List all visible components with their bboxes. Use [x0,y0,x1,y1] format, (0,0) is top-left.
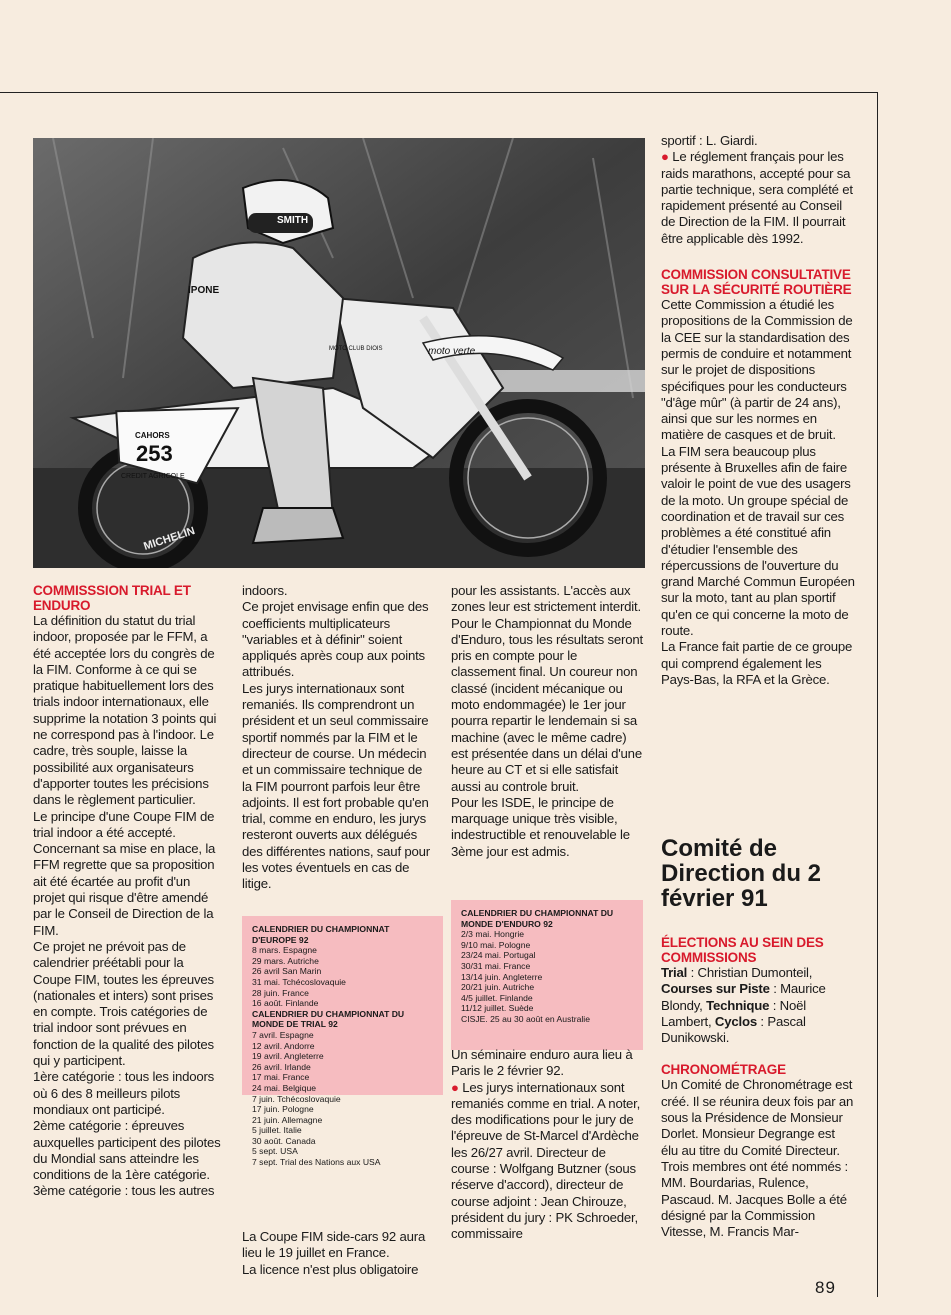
column-4 [661,133,855,688]
calendar-heading-enduro: CALENDRIER DU CHAMPIONNAT DU MONDE D'ENDURO 92 [461,908,614,929]
label-piste: Courses sur Piste [661,981,770,997]
heading-chronometrage: CHRONOMÉTRAGE [661,1062,786,1078]
section-title: Comité de Direction du 2 février 91 [661,835,822,912]
frame-right-rule [877,92,878,1297]
paragraph: indoors. [242,583,288,598]
paragraph: La définition du statut du trial indoor, proposée par le FFM, a été acceptée lors du congrès de la FIM. Conforme à ce qui se pratique habituellement lors des trials indoor internationaux, elle supprime la notation 3 points qui ne correspond pas à l'indoor. Le cadre, très souple, laisse la possibilité aux organisateurs d'apporter toutes les précisions dans le règlement particulier. [33,613,217,808]
paragraph-text: Les jurys internationaux sont remaniés comme en trial. A noter, des modifications pour le jury de l'épreuve de St-Marcel d'Ardèche les 26/27 avril. Directeur de course : Wolfgang Butzner (sous réserve d'accord), directeur de course adjoint : Jean Chirouze, président du jury : PK Schroeder, commissaire [451,1079,641,1242]
photo-tank-text: MOTO CLUB DIOIS [329,346,383,352]
paragraph: 1ère catégorie : tous les indoors où 6 des 8 meilleurs pilots mondiaux ont participé. [33,1069,215,1117]
photo-plate-text: CAHORS [135,431,170,440]
page-number: 89 [815,1278,836,1297]
label-trial: Trial [661,965,688,980]
column-3 [451,583,644,860]
paragraph: La licence n'est plus obligatoire [242,1261,419,1277]
calendar-line: 28 juin. France [252,987,309,998]
calendar-line: 12 avril. Andorre [252,1040,315,1051]
calendar-box-world-enduro [451,900,643,1050]
paragraph: Ce projet ne prévoit pas de calendrier préétabli pour la Coupe FIM, toutes les épreuves (nationales et inters) sont prises en compte. Trois catégories de trial indoor sont prévues en fonction de la qualité des pilotes qui y participent. [33,938,214,1069]
calendar-line: 2/3 mai. Hongrie [461,929,525,940]
calendar-line: 31 mai. Tchécoslovaquie [252,976,346,987]
photo-plate-sponsor: CREDIT AGRICOLE [121,473,185,480]
label-cyclos: Cyclos [714,1013,757,1029]
bullet-icon: ● [451,1079,459,1095]
calendar-box-europe-trial [242,916,443,1168]
heading-elections: ÉLECTIONS AU SEIN DES COMMISSIONS [661,935,824,965]
elections-paragraph [661,965,855,1046]
calendar-line: 26 avril. Irlande [252,1061,311,1072]
paragraph: Pour les ISDE, le principe de marquage unique très visible, indestructible et renouvelable le 3ème jour est admis. [451,794,630,859]
value-technique: : Noël Lambert, [661,997,806,1029]
calendar-line: 30/31 mai. France [461,960,531,971]
column-2 [242,583,432,893]
column-1 [33,583,223,1200]
calendar-line: 17 juin. Pologne [252,1104,314,1115]
column-4-bottom [661,935,855,1240]
calendar-line: 7 juin. Tchécoslovaquie [252,1093,341,1104]
calendar-line: 23/24 mai. Portugal [461,950,536,961]
paragraph: Un Comité de Chronométrage est créé. Il se réunira deux fois par an sous la Présidence de Monsieur Dorlet. Monsieur Degrange est élu au titre du Comité Directeur. Trois membres ont été nommés : MM. Bourdarias, Rulence, Pascaud. M. Jacques Bolle a été désigné par la Commission Vitesse, M. Francis Mar- [661,1077,854,1240]
paragraph: 2ème catégorie : épreuves auxquelles participent des pilotes du Mondial sans atteindre les conditions de la 1ère catégorie. [33,1118,221,1183]
calendar-line: 7 sept. Trial des Nations aux USA [252,1157,381,1168]
calendar-line: 26 avril San Marin [252,966,322,977]
paragraph: La FIM sera beaucoup plus présente à Bruxelles afin de faire valoir le point de vue des usagers de la moto. Un groupe spécial de coordination et de travail sur ces problèmes a été constitué afin d'étudier l'ensemble des répercussions de l'ouverture du grand Marché Commun Européen sur la moto, tant au plan sportif qu'en ce qui concerne la moto de route. [661,443,855,639]
calendar-line: 13/14 juin. Angleterre [461,971,543,982]
value-cyclos: : Pascal Dunikowski. [661,1013,806,1046]
paragraph: Le principe d'une Coupe FIM de trial indoor a été accepté. Concernant sa mise en place, la FFM regrette que sa proposition ait été écartée au profit d'un projet qui risque d'être amendé par le Conseil de Direction de la FIM. [33,808,216,938]
calendar-line: 9/10 mai. Pologne [461,939,531,950]
calendar-heading-world-trial: CALENDRIER DU CHAMPIONNAT DU MONDE DE TRIAL 92 [252,1008,405,1030]
calendar-line: 5 juillet. Italie [252,1125,302,1136]
bullet-icon: ● [661,149,669,165]
enduro-rider-photo [33,138,645,568]
paragraph-with-bullet [451,1080,644,1243]
calendar-line: 19 avril. Angleterre [252,1051,324,1062]
paragraph: La France fait partie de ce groupe qui comprend également les Pays-Bas, la RFA et la Grèce. [661,639,853,687]
column-3-bottom [451,1047,644,1243]
photo-fender-text: moto verte [428,346,476,357]
paragraph: pour les assistants. L'accès aux zones leur est strictement interdit. [451,583,641,615]
calendar-line: 30 août. Canada [252,1135,316,1146]
paragraph-text: Le réglement français pour les raids marathons, accepté pour sa partie technique, sera complété et rapidement présenté au Conseil de Direction de la FIM. Il pourrait être applicable dès 1992. [661,149,853,246]
calendar-line: 16 août. Finlande [252,998,319,1009]
calendar-line: 11/12 juillet. Suède [461,1003,534,1014]
paragraph-with-bullet [661,149,855,247]
calendar-line: 21 juin. Allemagne [252,1114,323,1125]
calendar-line: 5 sept. USA [252,1146,298,1157]
calendar-line: 17 mai. France [252,1072,310,1083]
paragraph: Cette Commission a étudié les propositions de la Commission de la CEE sur la standardisation des permis de conduire et notamment sur le projet de dispositions spécifiques pour les conducteurs "d'âge mûr" (à partir de 24 ans), ainsi que sur les normes en matière de casques et de bruit. [661,297,853,443]
paragraph: Les jurys internationaux sont remaniés. Ils comprendront un président et un seul commissaire sportif nommés par la FIM et le directeur de course. Un médecin et un commissaire technique de la FIM pourront parfois leur être adjoints. Il est fort probable qu'en trial, comme en enduro, les jurys resteront ouverts aux délégués des différentes nations, sauf pour les votes éventuels en cas de litige. [242,680,430,892]
calendar-line: CISJE. 25 au 30 août en Australie [461,1013,590,1024]
photo-illustration [33,138,645,568]
photo-tyre-brand: MICHELIN [142,525,197,553]
label-technique: Technique [706,997,770,1013]
photo-plate-number: 253 [136,441,173,466]
paragraph: Ce projet envisage enfin que des coefficients multiplicateurs "variables et à définir" soient appliqués après coup aux points attribués. [242,599,429,680]
value-trial: : Christian Dumonteil, [687,965,813,980]
paragraph: Pour le Championnat du Monde d'Enduro, tous les résultats seront pris en compte pour le classement final. Un coureur non classé (incident mécanique ou moto endommagée) le 1er jour pourra repartir le lendemain si sa machine (avec le même cadre) est présentée dans un délai d'une heure au CT et si elle satisfait aussi au controle bruit. [451,615,643,794]
frame-top-rule [0,92,877,93]
paragraph: 3ème catégorie : tous les autres [33,1183,215,1199]
value-piste: : Maurice Blondy, [661,981,826,1013]
heading-trial-enduro: COMMISSSION TRIAL ET ENDURO [33,583,191,613]
photo-shirt-text: IPONE [188,285,220,296]
calendar-heading-europe: CALENDRIER DU CHAMPIONNAT D'EUROPE 92 [252,924,390,945]
calendar-line: 8 mars. Espagne [252,945,317,956]
calendar-line: 24 mai. Belgique [252,1082,317,1093]
photo-helmet-text: SMITH [277,215,309,226]
column-2-bottom [242,1229,432,1278]
calendar-line: 20/21 juin. Autriche [461,982,535,993]
paragraph: La Coupe FIM side-cars 92 aura lieu le 19 juillet en France. [242,1229,426,1261]
heading-securite-routiere: COMMISSION CONSULTATIVE SUR LA SÉCURITÉ ROUTIÈRE [661,267,852,298]
calendar-line: 7 avril. Espagne [252,1029,314,1040]
calendar-line: 29 mars. Autriche [252,955,319,966]
calendar-line: 4/5 juillet. Finlande [461,992,533,1003]
paragraph: Un séminaire enduro aura lieu à Paris le 2 février 92. [451,1047,633,1079]
paragraph: sportif : L. Giardi. [661,133,758,148]
